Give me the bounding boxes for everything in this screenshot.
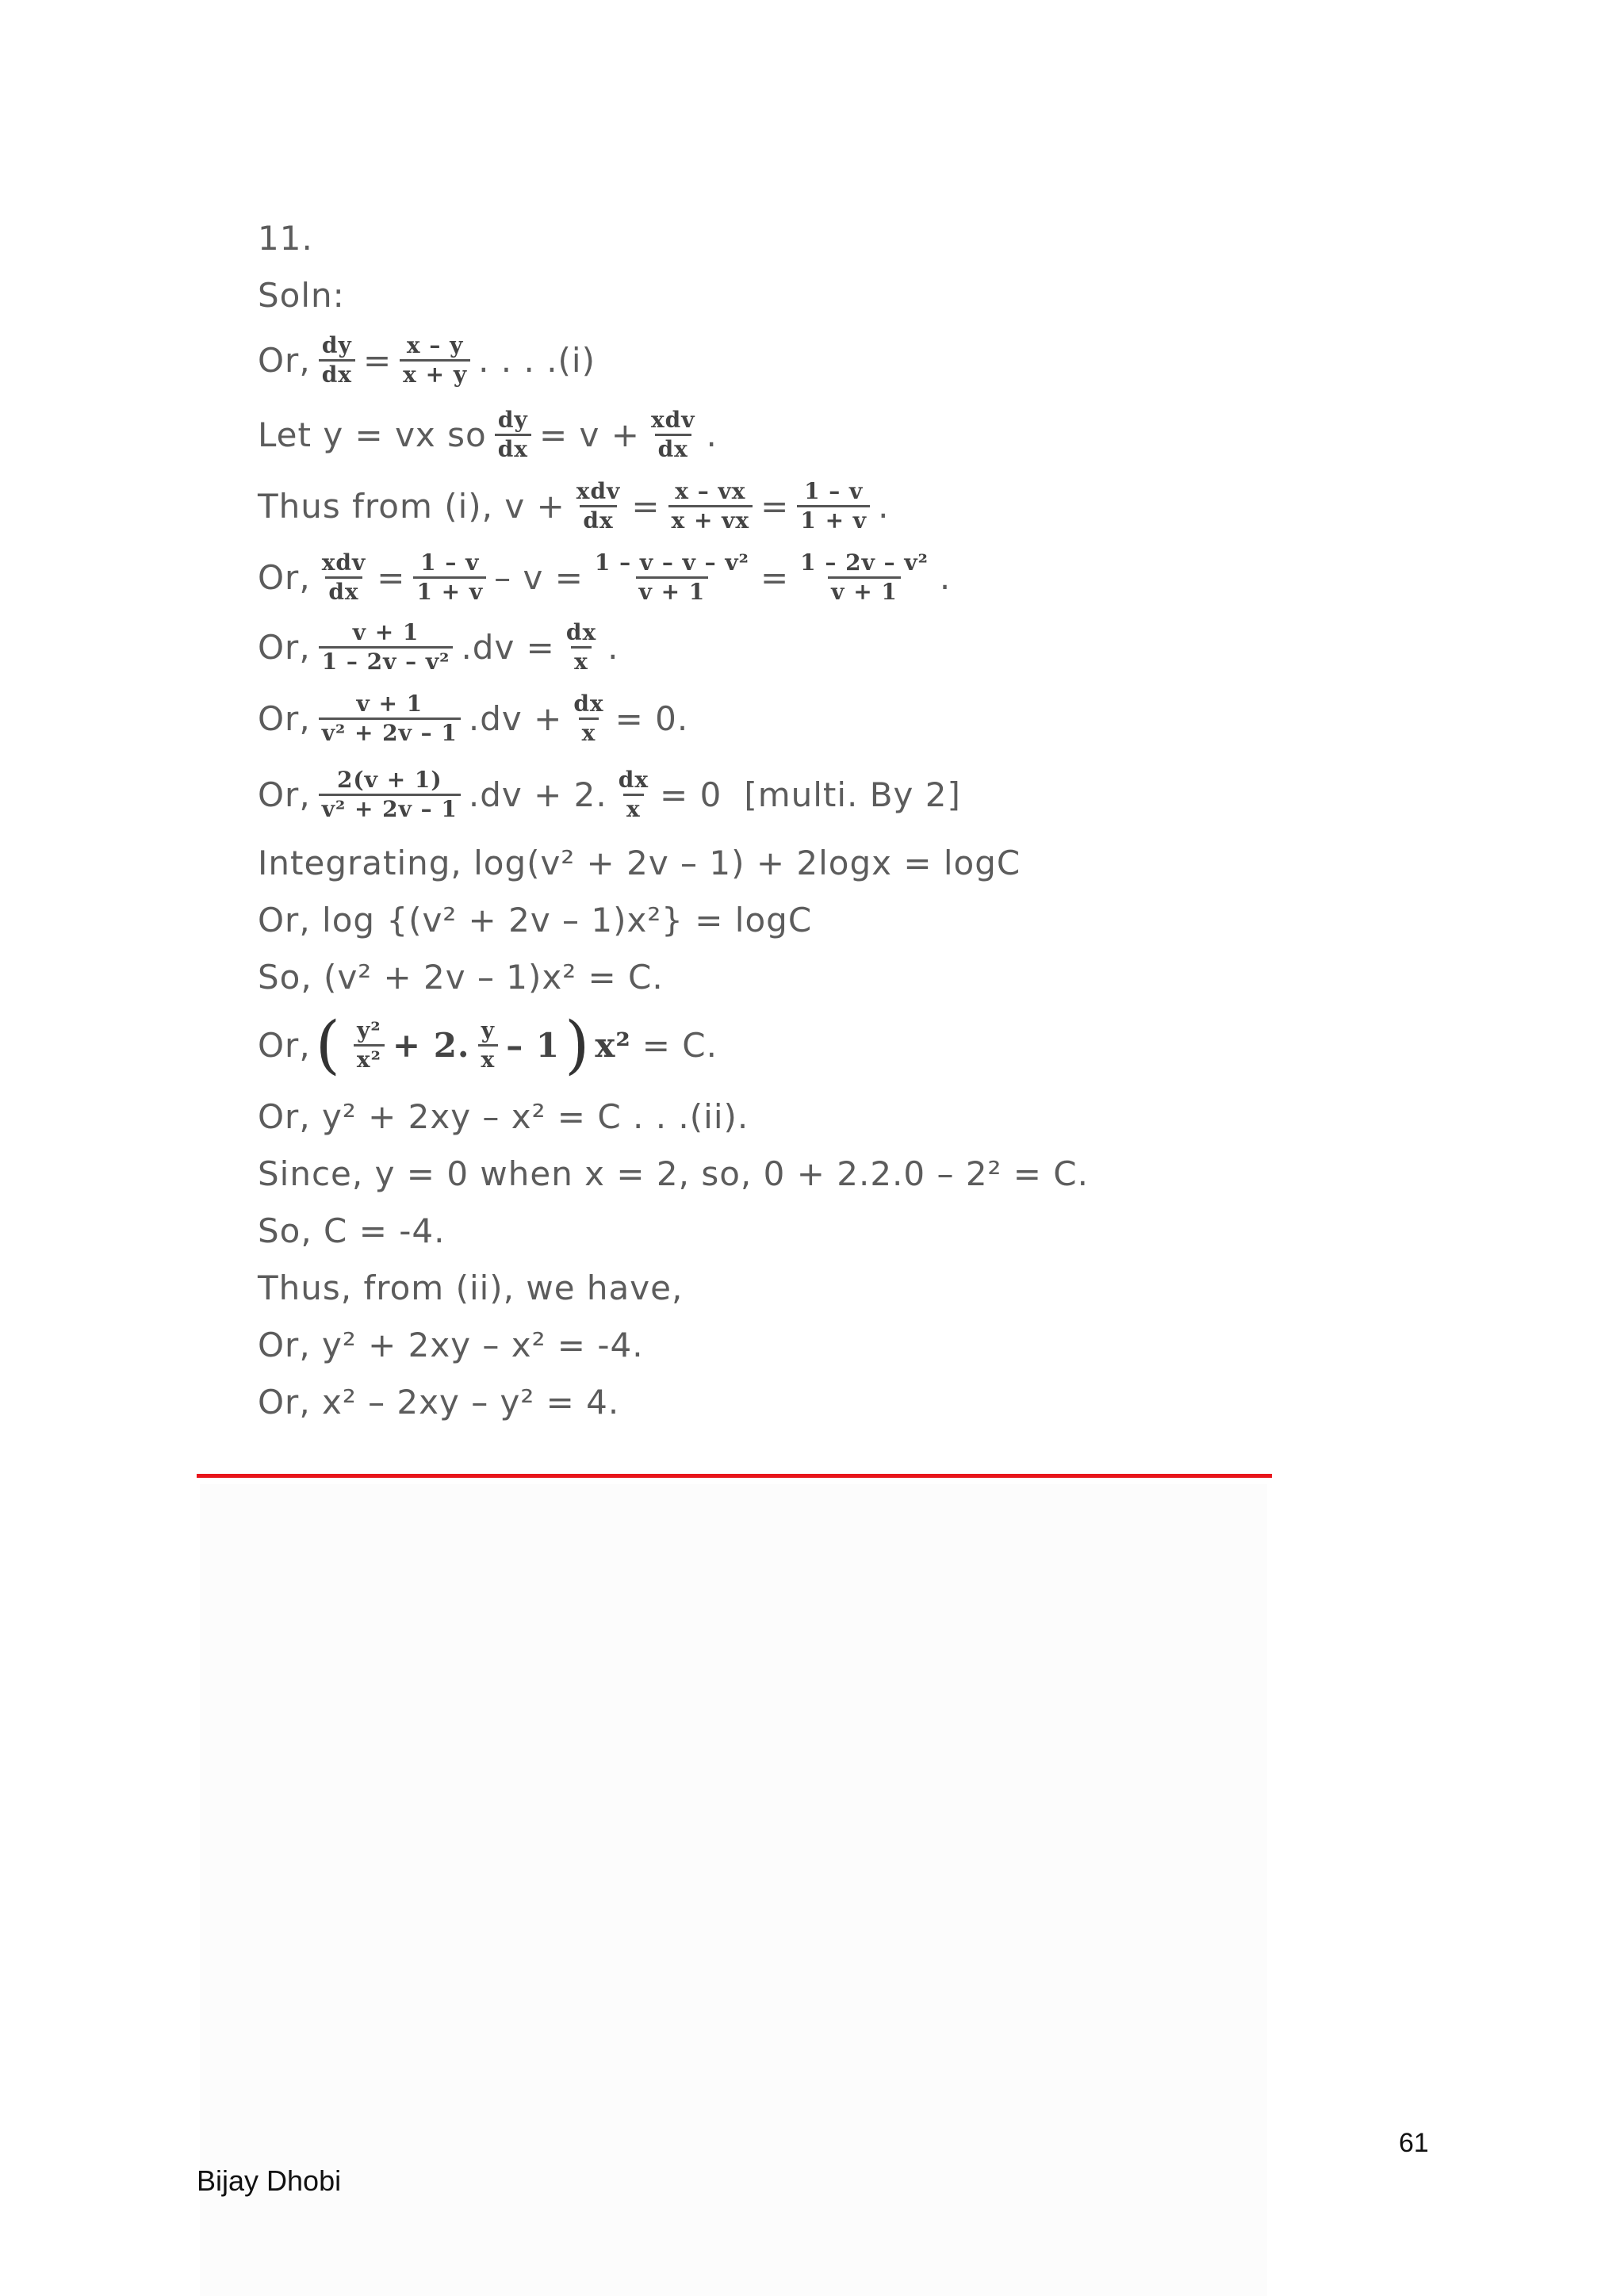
fraction [573, 477, 624, 534]
numerator: xdv [576, 477, 621, 504]
line-text: + 2. [392, 1025, 470, 1065]
line-text: Or, [258, 627, 311, 667]
denominator: x [478, 1044, 499, 1071]
fraction [668, 477, 753, 534]
page-number: 61 [1399, 2128, 1429, 2158]
numerator: 1 – 2v – v² [800, 549, 929, 576]
equation-line-17: Or, x² – 2xy – y² = 4. [258, 1382, 620, 1422]
line-text: . [939, 557, 952, 597]
line-text: .dv + 2. [468, 775, 607, 814]
line-text: Or, [258, 1025, 311, 1065]
fraction [615, 766, 652, 822]
line-text: .dv = [461, 627, 555, 667]
line-text: = [362, 340, 393, 380]
line-text: – 1 [506, 1025, 561, 1065]
line-text: . [607, 627, 619, 667]
numerator: dy [321, 331, 352, 358]
line-text: Or, [258, 557, 311, 597]
problem-number: 11. [258, 218, 313, 258]
fraction [413, 549, 486, 605]
denominator: dx [319, 359, 355, 386]
line-text: Let y = vx so [258, 415, 487, 454]
numerator: dx [565, 618, 597, 645]
equation-line-13: Since, y = 0 when x = 2, so, 0 + 2.2.0 – 2² = C. [258, 1154, 1089, 1193]
numerator: dx [573, 690, 604, 717]
fraction [478, 1016, 499, 1073]
denominator: x² [354, 1044, 385, 1071]
line-text: Or, [258, 775, 311, 814]
denominator: dx [325, 576, 362, 603]
line-text: = [760, 557, 790, 597]
line-text: Thus from (i), v + [258, 486, 565, 526]
right-paren: ) [565, 1008, 591, 1081]
line-text: = 0 [660, 775, 722, 814]
line-note: [multi. By 2] [744, 775, 961, 814]
numerator: dy [497, 406, 528, 433]
fraction [400, 331, 470, 388]
line-text: = [760, 486, 790, 526]
equation-line-11 [258, 1008, 718, 1081]
numerator: xdv [321, 549, 366, 576]
line-text: – v = [494, 557, 584, 597]
numerator: y [481, 1016, 496, 1043]
equation-line-16: Or, y² + 2xy – x² = -4. [258, 1325, 644, 1364]
numerator: 1 – v [804, 477, 864, 504]
line-text: Or, [258, 698, 311, 738]
equation-line-15: Thus, from (ii), we have, [258, 1268, 684, 1307]
fraction [319, 549, 370, 605]
numerator: v + 1 [352, 618, 419, 645]
equation-line-2 [258, 406, 718, 462]
equation-line-8: Integrating, log(v² + 2v – 1) + 2logx = logC [258, 843, 1021, 882]
numerator: xdv [650, 406, 695, 433]
line-text: . . . .(i) [478, 340, 596, 380]
line-text: = [377, 557, 406, 597]
line-text: Or, [258, 340, 311, 380]
equation-line-7 [258, 766, 961, 822]
fraction [319, 690, 461, 746]
numerator: 2(v + 1) [336, 766, 442, 793]
fraction [570, 690, 607, 746]
author-footer: Bijay Dhobi [197, 2164, 342, 2197]
denominator: x + y [400, 359, 470, 386]
fraction [495, 406, 531, 462]
line-text: .dv + [468, 698, 563, 738]
equation-line-10: So, (v² + 2v – 1)x² = C. [258, 957, 664, 997]
fraction [354, 1016, 385, 1073]
equation-line-4 [258, 549, 952, 605]
denominator: x [579, 718, 599, 744]
line-text: . [706, 415, 718, 454]
denominator: dx [580, 505, 616, 532]
left-paren: ( [315, 1008, 341, 1081]
numerator: 1 – v – v – v² [594, 549, 749, 576]
numerator: x – vx [675, 477, 746, 504]
fraction [797, 549, 932, 605]
scan-shadow [200, 1484, 1267, 2296]
denominator: x [623, 794, 644, 821]
numerator: x – y [406, 331, 464, 358]
numerator: 1 – v [420, 549, 480, 576]
denominator: 1 + v [797, 505, 870, 532]
denominator: x + vx [668, 505, 753, 532]
line-text: = C. [642, 1025, 718, 1065]
line-text: = [631, 486, 661, 526]
equation-line-1 [258, 331, 596, 388]
denominator: v + 1 [828, 576, 901, 603]
equation-line-5 [258, 618, 619, 675]
numerator: y² [357, 1016, 381, 1043]
line-text: . [878, 486, 890, 526]
equation-line-6 [258, 690, 689, 746]
numerator: v + 1 [356, 690, 423, 717]
line-text: = v + [539, 415, 640, 454]
fraction [319, 766, 461, 822]
equation-line-3 [258, 477, 890, 534]
fraction [797, 477, 870, 534]
equation-line-9: Or, log {(v² + 2v – 1)x²} = logC [258, 900, 813, 939]
equation-line-12: Or, y² + 2xy – x² = C . . .(ii). [258, 1096, 749, 1136]
fraction [319, 618, 454, 675]
denominator: dx [495, 434, 531, 461]
denominator: v² + 2v – 1 [319, 794, 461, 821]
fraction [319, 331, 355, 388]
equation-line-14: So, C = -4. [258, 1211, 446, 1250]
line-text: x² [595, 1025, 631, 1065]
denominator: x [571, 646, 592, 673]
denominator: dx [655, 434, 691, 461]
fraction [563, 618, 599, 675]
fraction [592, 549, 753, 605]
fraction [648, 406, 699, 462]
denominator: v² + 2v – 1 [319, 718, 461, 744]
denominator: 1 + v [413, 576, 486, 603]
denominator: v + 1 [636, 576, 709, 603]
numerator: dx [618, 766, 649, 793]
red-separator-rule [197, 1474, 1272, 1478]
line-text: = 0. [615, 698, 689, 738]
denominator: 1 – 2v – v² [319, 646, 454, 673]
soln-label: Soln: [258, 275, 345, 315]
